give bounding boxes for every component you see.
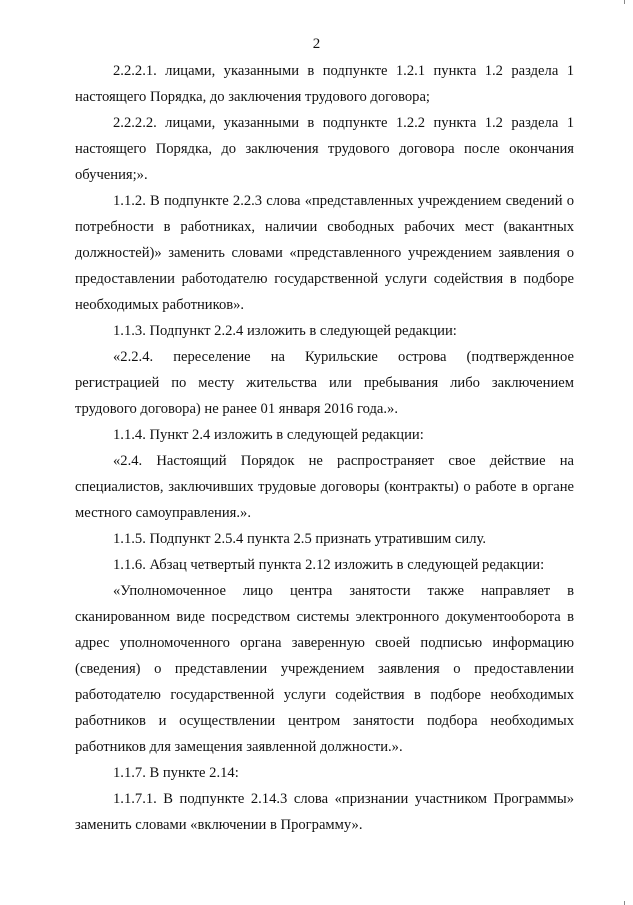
paragraph-2-2-4-quote: «2.2.4. переселение на Курильские острова (подтвержденное регистрацией по месту жительства или пребывания либо заключением трудового договора) не ранее 01 января 2016 года.». [75,349,574,417]
scan-edge-top [624,0,625,4]
paragraph-1-1-7-1: 1.1.7.1. В подпункте 2.14.3 слова «признании участником Программы» заменить словами «включении в Программу». [75,791,574,833]
document-body [75,58,574,838]
paragraph-1-1-2: 1.1.2. В подпункте 2.2.3 слова «представленных учреждением сведений о потребности в работниках, наличии свободных рабочих мест (вакантных должностей)» заменить словами «представленного учреждением заявления о предоставлении работодателю государственной услуги содействия в подборе необходимых работников». [75,193,574,313]
paragraph-2-12-quote: «Уполномоченное лицо центра занятости также направляет в сканированном виде посредством системы электронного документооборота в адрес уполномоченного органа заверенную своей подписью информацию (сведения) о представлении учреждением заявления о предоставлении работодателю государственной услуги содействия в подборе необходимых работников и осуществлении центром занятости подбора необходимых работников для замещения заявленной должности.». [75,583,574,755]
paragraph-1-1-6: 1.1.6. Абзац четвертый пункта 2.12 изложить в следующей редакции: [113,557,545,573]
paragraph-2-2-2-2: 2.2.2.2. лицами, указанными в подпункте 1.2.2 пункта 1.2 раздела 1 настоящего Порядка, до заключения трудового договора после окончания обучения;». [75,115,574,183]
paragraph-1-1-4: 1.1.4. Пункт 2.4 изложить в следующей редакции: [113,427,424,443]
paragraph-1-1-5: 1.1.5. Подпункт 2.5.4 пункта 2.5 признать утратившим силу. [113,531,486,547]
paragraph-2-4-quote: «2.4. Настоящий Порядок не распространяет свое действие на специалистов, заключивших трудовые договоры (контракты) о работе в органе местного самоуправления.». [75,453,574,521]
paragraph-1-1-7: 1.1.7. В пункте 2.14: [113,765,239,781]
scan-edge-bottom [624,901,625,905]
page-number: 2 [312,36,321,52]
paragraph-2-2-2-1: 2.2.2.1. лицами, указанными в подпункте 1.2.1 пункта 1.2 раздела 1 настоящего Порядка, до заключения трудового договора; [75,63,574,105]
paragraph-1-1-3: 1.1.3. Подпункт 2.2.4 изложить в следующей редакции: [113,323,457,339]
